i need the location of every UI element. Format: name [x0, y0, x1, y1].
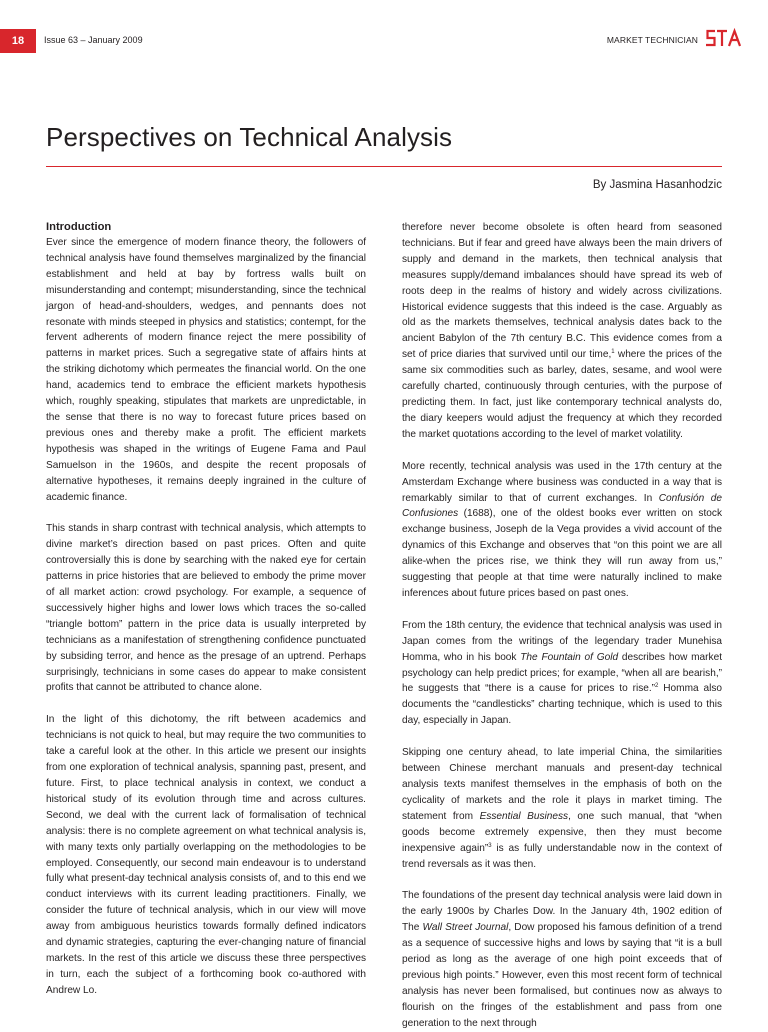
book-title: Confusión de Confusiones — [402, 492, 722, 520]
paragraph-amsterdam: More recently, technical analysis was used in the 17th century at the Amsterdam Exchange where business was conducted in a way that is remarkably similar to that of current exchanges. In Confusión de Confusiones (1688), one of the oldest books ever written on stock exchange business, Joseph de la Vega provides a vivid account of the dynamics of this Exchange and observes that “on this point we are all alike-when the prices rise, we think they will run away from us,” suggesting that people at that time were naturally inclined to make inferences about future prices based on past ones. — [402, 460, 722, 599]
page-number: 18 — [0, 29, 36, 53]
section-heading: Introduction — [46, 221, 112, 233]
right-column — [402, 220, 722, 1032]
footnote-1[interactable]: 1 — [611, 349, 615, 356]
book-title: Essential Business — [479, 810, 569, 822]
paragraph-babylon: therefore never become obsolete is often heard from seasoned technicians. But if fear and greed have always been the main drivers of supply and demand in the markets, then technical analysis that measures supply/demand imbalances should have spread its web of roots deep in the realms of history and widely across civilizations. Historical evidence suggests that this indeed is the case. Arguably as old as the markets themselves, technical analysis dates back to the ancient Babylon of the 7th century B.C. This evidence comes from a set of price diaries that survived until our time,$^1$ where the prices of the same six commodities such as barley, dates, sesame, and wool were carefully charted, continuously through centuries, with the purpose of predicting them. In fact, just like contemporary technical analysts do, the diary keepers would adjust the frequency at which they recorded the market quotations according to the level of market volatility. — [402, 222, 722, 440]
paragraph-intro-1: Ever since the emergence of modern finance theory, the followers of technical analysis have found themselves marginalized by the financial establishment and held at bay by fortress walls built on misunderstanding and contempt; misunderstanding, since the technical jargon of head-and-shoulders, wedges, and pennants does not resonate with minds steeped in physics and statistics; contempt, for the fervent adherents of modern finance reject the mere possibility of patterns in market prices. Such a segregative state of affairs hints at the striking dichotomy which permeates the financial world. On the one hand, academics tend to embrace the efficient markets hypothesis which, roughly speaking, stipulates that markets are unpredictable, in the sense that there is no way to forecast future prices based on previous ones and thereby make a profit. The efficient markets hypothesis was shaped in the writings of Eugene Fama and Paul Samuelson in the 1960s, and despite the recent proposals of alternative hypotheses, it remains deeply ingrained in the culture of academic finance. — [46, 237, 366, 503]
byline: By Jasmina Hasanhodzic — [592, 179, 722, 191]
article-title: Perspectives on Technical Analysis — [46, 122, 453, 152]
paragraph-intro-2: This stands in sharp contrast with technical analysis, which attempts to divine market’s direction based on past prices. Often and quite controversially this is done by searching with the naked eye for certain patterns in price histories that are believed to embody the prime mover of all market action: crowd psychology. For example, a sequence of successively higher highs and lower lows which traces the so-called “triangle bottom” pattern in the price data is usually interpreted by technicians as a manifestation of strengthening confidence punctuated by subsiding terror, and hence as the presage of an uptrend. Perhaps surprisingly, technicians in some cases do appear to make consistent profits that cannot be attributed to chance alone. — [46, 523, 366, 694]
newspaper-title: Wall Street Journal — [422, 922, 509, 934]
paragraph-japan: From the 18th century, the evidence that technical analysis was used in Japan comes from the writings of the legendary trader Munehisa Homma, who in his book The Fountain of Gold describes how market psychology can help predict prices; for example, “when all are bearish,” he suggests that “there is a cause for prices to rise.”$^2$ Homma also documents the “candlesticks” charting technique, which is used to this day, especially in Japan. — [402, 619, 723, 727]
footnote-2[interactable]: 2 — [655, 683, 659, 690]
sta-logo — [705, 28, 741, 48]
footnote-3[interactable]: 3 — [488, 842, 492, 849]
paragraph-china: Skipping one century ahead, to late imperial China, the similarities between Chinese merchant manuals and present-day technical analysis texts manifest themselves in the emphasis of both on the cyclicality of markets and the role it plays in market timing. The statement from Essential Business, one such manual, that “when goods become extremely expensive, then they must become inexpensive again”$^3$ is as fully understandable now in the context of trend reversals as it was then. — [402, 747, 723, 870]
left-column — [46, 220, 366, 999]
book-title: The Fountain of Gold — [520, 651, 619, 663]
issue-date: Issue 63 – January 2009 — [44, 35, 143, 45]
publication-name: MARKET TECHNICIAN — [606, 35, 698, 45]
paragraph-intro-3: In the light of this dichotomy, the rift between academics and technicians is not quick to heal, but may require the two communities to take a careful look at the other. In this article we present our insights from one exploration of technical analysis, spanning past, present, and future. First, to place technical analysis in context, we conduct a historical study of its evolution through time and across cultures. Second, we deal with the current lack of formalisation of technical analysis: there is no complete agreement on what technical analysis is, with many texts only partially overlapping on the methodologies to be employed. Consequently, our second main endeavour is to understand fully what present-day technical analysis consists of, and to this end we conduct interviews with its current leading practitioners. Finally, we consider the future of technical analysis, which in our view will move away from ambiguous heuristics towards formally defined indicators and dynamic strategies, capturing the ever-changing nature of financial markets. In the rest of this article we discuss these three perspectives in turn, each the subject of a forthcoming book co-authored with Andrew Lo. — [46, 714, 366, 996]
paragraph-dow: The foundations of the present day technical analysis were laid down in the early 1900s by Charles Dow. In the January 4th, 1902 edition of The Wall Street Journal, Dow proposed his famous definition of a trend as a sequence of successive highs and lows by saying that “it is a bull period as long as the average of one high point exceeds that of previous high points.” However, even this most recent form of technical analysis has never been formalised, but continues now as always to flourish on the fringes of the establishment and pass from one generation to the next through — [402, 890, 723, 1029]
title-divider — [46, 166, 722, 167]
